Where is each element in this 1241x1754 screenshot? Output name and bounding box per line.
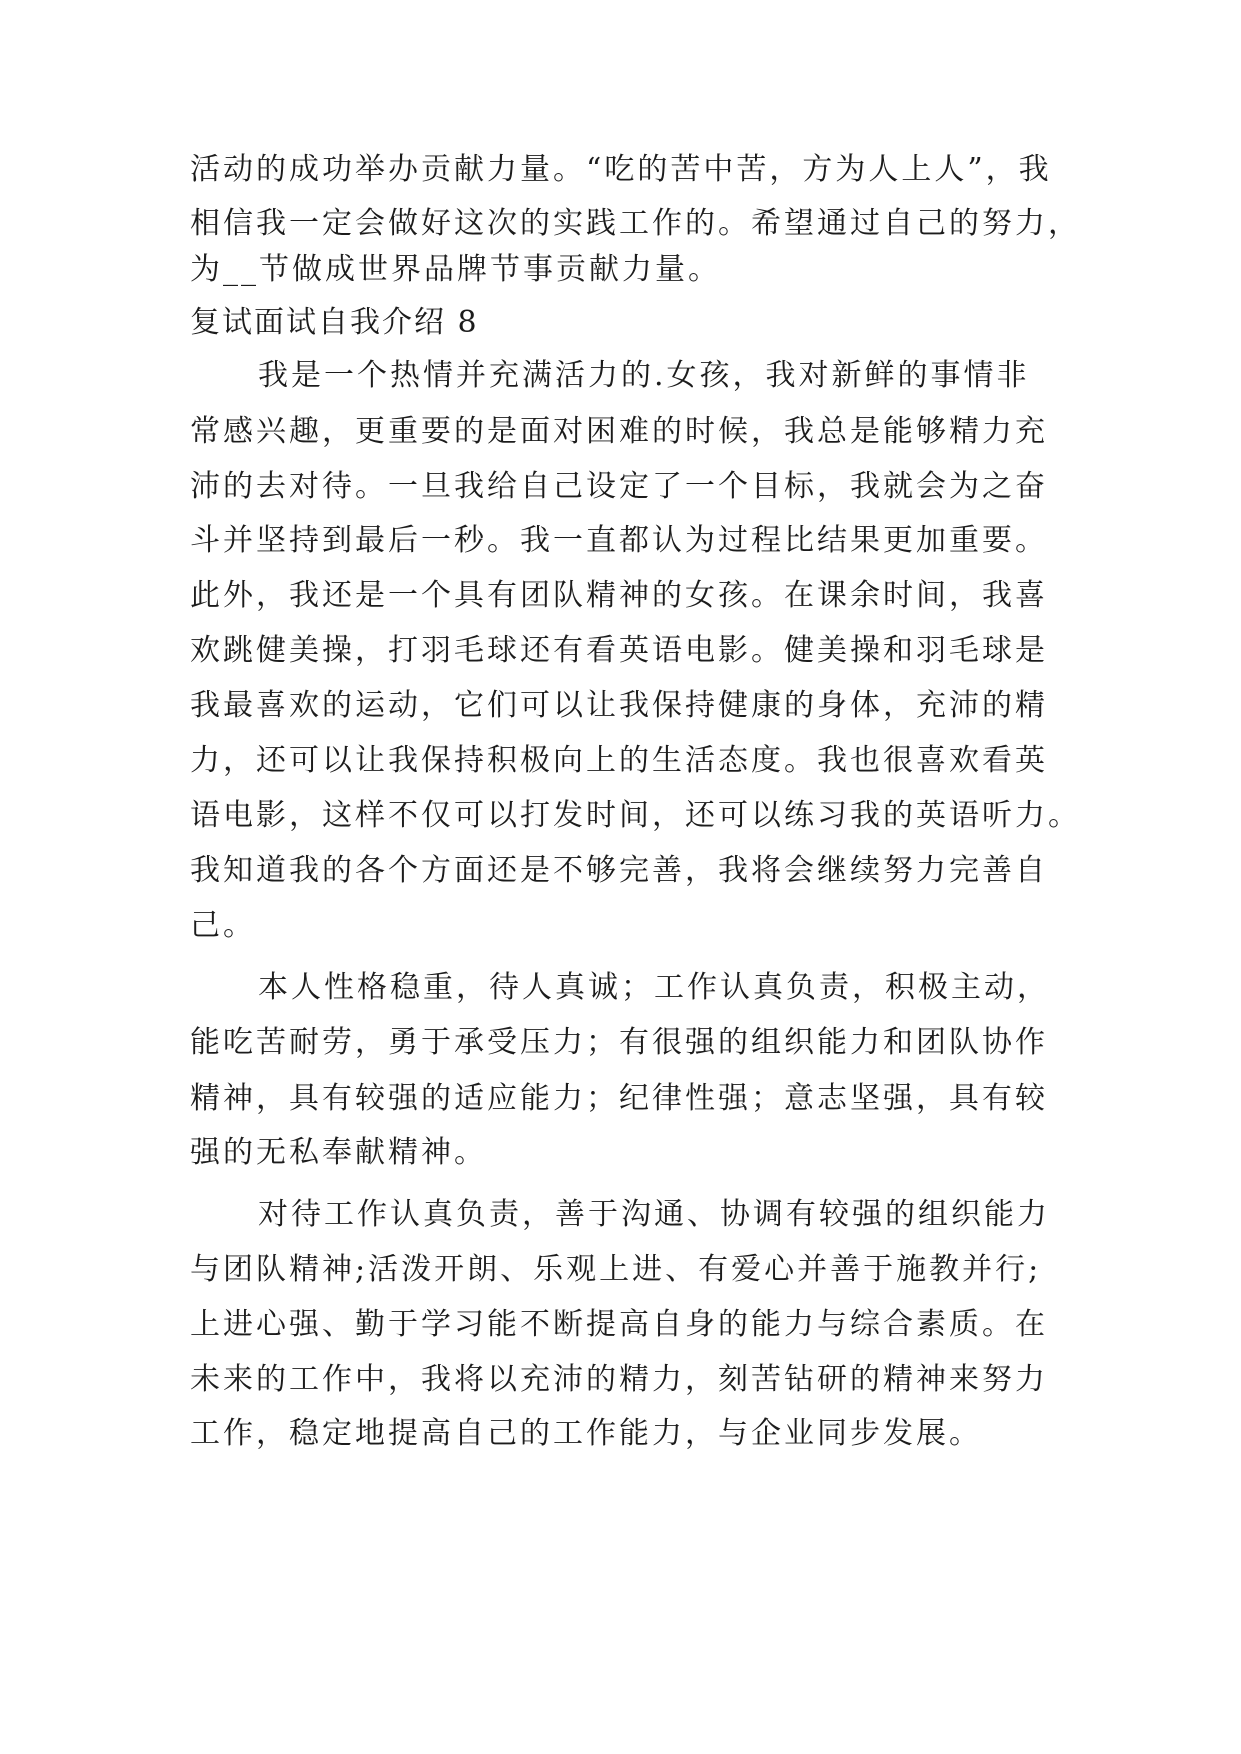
text-line: 此外，我还是一个具有团队精神的女孩。在课余时间，我喜	[190, 578, 1048, 613]
text-line: 沛的去对待。一旦我给自己设定了一个目标，我就会为之奋	[190, 469, 1048, 504]
text-line: 上进心强、勤于学习能不断提高自身的能力与综合素质。在	[190, 1307, 1048, 1342]
text-line: 力，还可以让我保持积极向上的生活态度。我也很喜欢看英	[190, 743, 1048, 778]
text-line: 欢跳健美操，打羽毛球还有看英语电影。健美操和羽毛球是	[190, 633, 1048, 668]
section-heading: 复试面试自我介绍 8	[190, 305, 479, 340]
text-line: 工作，稳定地提高自己的工作能力，与企业同步发展。	[190, 1416, 982, 1451]
text-line: 对待工作认真负责，善于沟通、协调有较强的组织能力	[258, 1197, 1050, 1232]
text-line: 未来的工作中，我将以充沛的精力，刻苦钻研的精神来努力	[190, 1362, 1048, 1397]
text-line: 与团队精神;活泼开朗、乐观上进、有爱心并善于施教并行;	[190, 1252, 1042, 1287]
text-line: 语电影，这样不仅可以打发时间，还可以练习我的英语听力。	[190, 798, 1081, 833]
text-line: 为__节做成世界品牌节事贡献力量。	[190, 252, 721, 287]
text-line: 本人性格稳重，待人真诚；工作认真负责，积极主动，	[258, 970, 1050, 1005]
text-line: 强的无私奉献精神。	[190, 1135, 487, 1170]
text-line: 己。	[190, 908, 256, 943]
text-line: 活动的成功举办贡献力量。“吃的苦中苦，方为人上人”，我	[190, 152, 1052, 187]
text-line: 常感兴趣，更重要的是面对困难的时候，我总是能够精力充	[190, 414, 1048, 449]
text-line: 我是一个热情并充满活力的.女孩，我对新鲜的事情非	[258, 358, 1030, 393]
text-line: 精神，具有较强的适应能力；纪律性强；意志坚强，具有较	[190, 1081, 1048, 1116]
text-line: 相信我一定会做好这次的实践工作的。希望通过自己的努力，	[190, 206, 1081, 241]
text-line: 能吃苦耐劳，勇于承受压力；有很强的组织能力和团队协作	[190, 1025, 1048, 1060]
text-line: 斗并坚持到最后一秒。我一直都认为过程比结果更加重要。	[190, 523, 1048, 558]
text-line: 我知道我的各个方面还是不够完善，我将会继续努力完善自	[190, 853, 1048, 888]
text-line: 我最喜欢的运动，它们可以让我保持健康的身体，充沛的精	[190, 688, 1048, 723]
